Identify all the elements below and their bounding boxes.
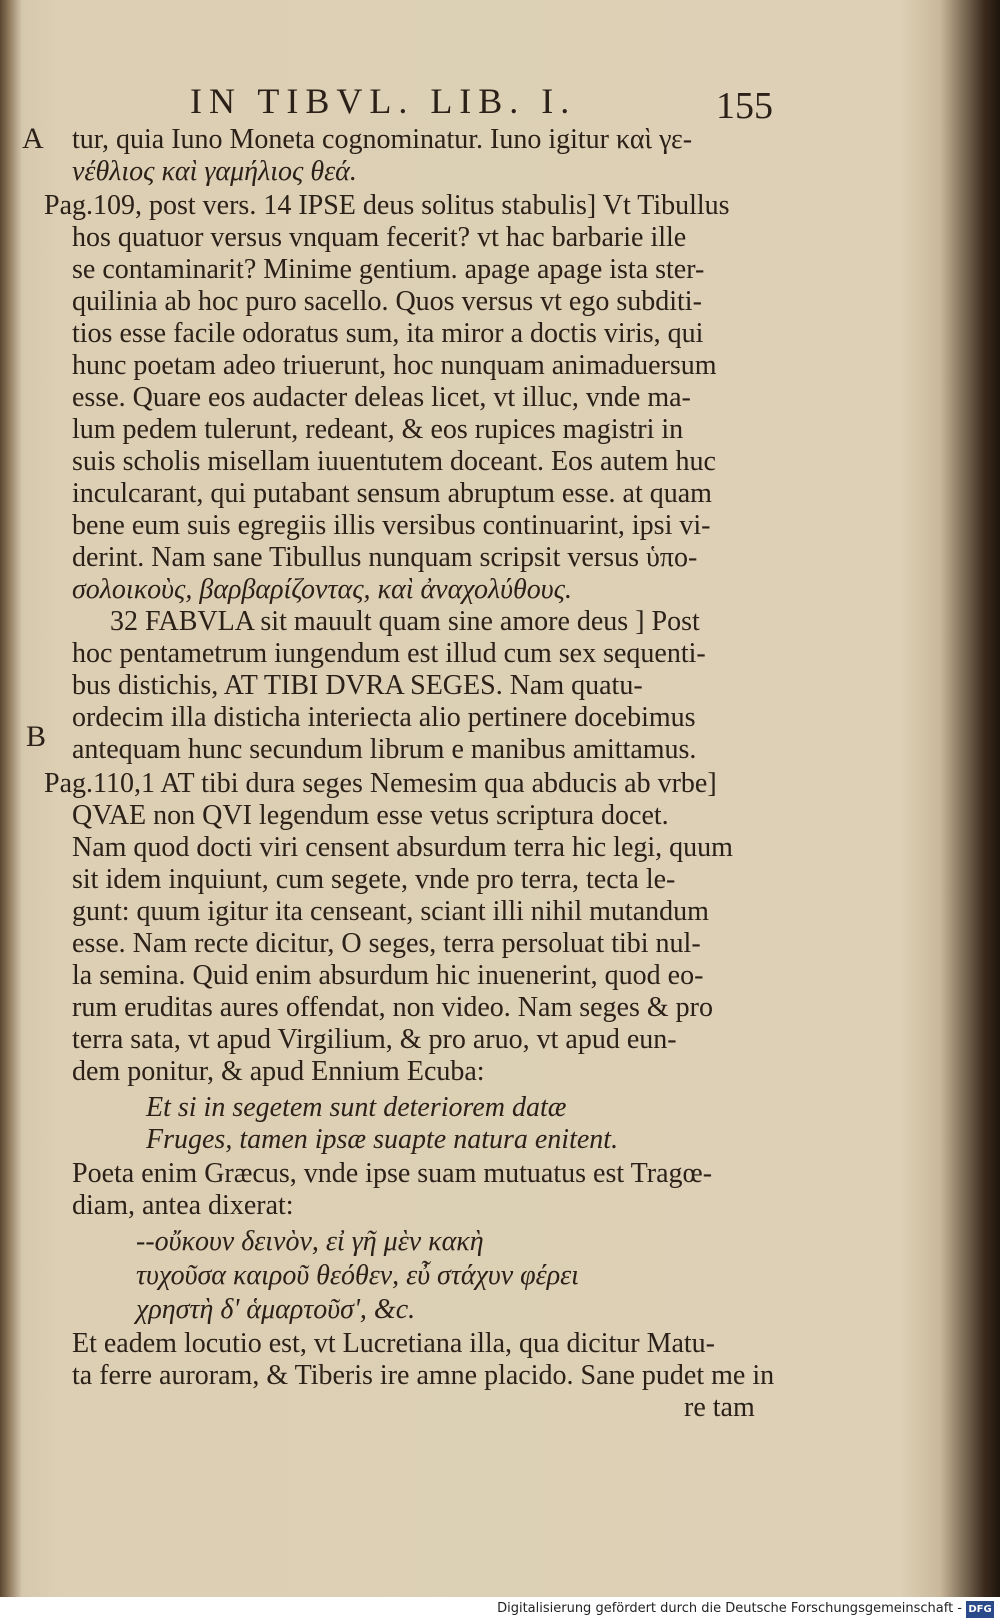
text-line: --οὔκουν δεινὸν, εἰ γῆ μὲν κακὴ: [136, 1226, 484, 1257]
text-line: tios esse facile odoratus sum, ita miror a doctis viris, qui: [72, 318, 704, 349]
text-line: ta ferre auroram, & Tiberis ire amne placido. Sane pudet me in: [72, 1360, 775, 1391]
text-line: hoc pentametrum iungendum est illud cum sex sequenti-: [72, 638, 706, 669]
margin-marker-a: A: [22, 122, 44, 155]
text-line: tur, quia Iuno Moneta cognominatur. Iuno igitur καὶ γε-: [72, 124, 693, 155]
text-line: χρηστὴ δ' ἁμαρτοῦσ', &c.: [136, 1294, 416, 1325]
funding-notice: Digitalisierung gefördert durch die Deutsche Forschungsgemeinschaft -: [497, 1601, 962, 1616]
text-line: suis scholis misellam iuuentutem doceant. Eos autem huc: [72, 446, 716, 477]
text-line: σολοικοὺς, βαρβαρίζοντας, καὶ ἀναχολύθους.: [72, 574, 572, 605]
page-number: 155: [716, 85, 773, 127]
text-line: derint. Nam sane Tibullus nunquam scripsit versus ὑπο-: [72, 542, 698, 573]
text-line: inculcarant, qui putabant sensum abruptum esse. at quam: [72, 478, 712, 509]
text-line: Pag.109, post vers. 14 IPSE deus solitus stabulis] Vt Tibullus: [44, 190, 730, 221]
margin-marker-b: B: [26, 720, 47, 753]
text-line: hunc poetam adeo triuerunt, hoc nunquam animaduersum: [72, 350, 717, 381]
text-line: sit idem inquiunt, cum segete, vnde pro terra, tecta le-: [72, 864, 676, 895]
text-line: τυχοῦσα καιροῦ θεόθεν, εὖ στάχυν φέρει: [136, 1260, 579, 1291]
text-line: gunt: quum igitur ita censeant, sciant illi nihil mutandum: [72, 896, 709, 927]
text-line: quilinia ab hoc puro sacello. Quos versus vt ego subditi-: [72, 286, 702, 317]
text-line: la semina. Quid enim absurdum hic inuenerint, quod eo-: [72, 960, 704, 991]
text-line: esse. Quare eos audacter deleas licet, vt illuc, vnde ma-: [72, 382, 691, 413]
text-line: diam, antea dixerat:: [72, 1190, 294, 1221]
text-line: lum pedem tulerunt, redeant, & eos rupices magistri in: [72, 414, 684, 445]
running-title: IN TIBVL. LIB. I.: [190, 81, 577, 121]
text-line: Pag.110,1 AT tibi dura seges Nemesim qua abducis ab vrbe]: [44, 768, 717, 799]
text-line: Fruges, tamen ipsæ suapte natura enitent.: [146, 1124, 619, 1155]
text-line: hos quatuor versus vnquam fecerit? vt hac barbarie ille: [72, 222, 687, 253]
text-line: bus distichis, AT TIBI DVRA SEGES. Nam quatu-: [72, 670, 643, 701]
dfg-logo-icon: DFG: [966, 1601, 994, 1618]
text-line: bene eum suis egregiis illis versibus continuarint, ipsi vi-: [72, 510, 711, 541]
text-line: Et si in segetem sunt deteriorem datæ: [146, 1092, 567, 1123]
text-line: QVAE non QVI legendum esse vetus scriptura docet.: [72, 800, 669, 831]
text-line: dem ponitur, & apud Ennium Ecuba:: [72, 1056, 485, 1087]
text-line: rum eruditas aures offendat, non video. Nam seges & pro: [72, 992, 713, 1023]
text-line: Poeta enim Græcus, vnde ipse suam mutuatus est Tragœ-: [72, 1158, 713, 1189]
text-line: ordecim illa disticha interiecta alio pertinere docebimus: [72, 702, 696, 733]
text-line: se contaminarit? Minime gentium. apage apage ista ster-: [72, 254, 705, 285]
footer-bar: [0, 1597, 1000, 1623]
text-line: terra sata, vt apud Virgilium, & pro aruo, vt apud eun-: [72, 1024, 677, 1055]
text-line: Et eadem locutio est, vt Lucretiana illa, qua dicitur Matu-: [72, 1328, 716, 1359]
text-line: 32 FABVLA sit mauult quam sine amore deus ] Post: [110, 606, 700, 637]
text-line: Nam quod docti viri censent absurdum terra hic legi, quum: [72, 832, 733, 863]
catchword: re tam: [684, 1392, 755, 1423]
text-line: esse. Nam recte dicitur, O seges, terra persoluat tibi nul-: [72, 928, 701, 959]
text-line: antequam hunc secundum librum e manibus amittamus.: [72, 734, 697, 765]
text-line: νέθλιος καὶ γαμήλιος θεά.: [72, 156, 357, 187]
